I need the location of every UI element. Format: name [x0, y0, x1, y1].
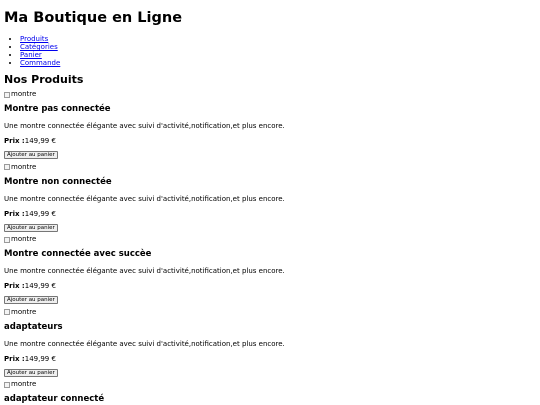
broken-image-icon	[4, 92, 10, 98]
product-image-alt: montre	[11, 307, 37, 316]
main-nav	[4, 35, 536, 67]
product-name: Montre connectée avec succèe	[4, 249, 152, 259]
product-card	[4, 90, 536, 163]
product-image	[4, 163, 536, 172]
nav-item-categories	[20, 43, 536, 51]
product-price	[4, 137, 56, 146]
product-name: Montre non connectée	[4, 176, 112, 187]
product-description: Une montre connectée élégante avec suivi d'activité,notification,et plus encore.	[4, 194, 285, 203]
product-price	[4, 210, 56, 219]
add-to-cart-button[interactable]: Ajouter au panier	[4, 296, 58, 304]
product-price	[4, 355, 56, 364]
product-list	[4, 90, 536, 405]
product-card	[4, 163, 536, 236]
product-card	[4, 380, 536, 405]
broken-image-icon	[4, 164, 10, 170]
product-description: Une montre connectée élégante avec suivi d'activité,notification,et plus encore.	[4, 122, 285, 130]
product-name: adaptateur connecté	[4, 394, 105, 404]
product-description: Une montre connectée élégante avec suivi d'activité,notification,et plus encore.	[4, 267, 285, 275]
product-image	[4, 90, 536, 99]
nav-item-commande	[20, 59, 536, 67]
product-name: adaptateurs	[4, 321, 63, 332]
price-label: Prix :	[4, 137, 25, 145]
product-image-alt: montre	[11, 90, 37, 98]
product-image-alt: montre	[11, 380, 37, 388]
nav-item-panier	[20, 51, 536, 59]
nav-link-produits[interactable]: Produits	[20, 35, 49, 43]
add-to-cart-button[interactable]: Ajouter au panier	[4, 369, 58, 377]
nav-item-produits	[20, 35, 536, 43]
broken-image-icon	[4, 237, 10, 243]
price-value: 149,99 €	[24, 282, 56, 290]
product-image-alt: montre	[11, 162, 37, 171]
product-image	[4, 308, 536, 317]
product-card	[4, 235, 536, 308]
nav-link-categories[interactable]: Catégories	[20, 43, 58, 51]
price-label: Prix :	[4, 282, 25, 290]
add-to-cart-button[interactable]: Ajouter au panier	[4, 151, 58, 159]
product-name: Montre pas connectée	[4, 104, 111, 114]
product-image	[4, 235, 536, 244]
section-title: Nos Produits	[4, 73, 84, 86]
broken-image-icon	[4, 309, 10, 315]
product-description: Une montre connectée élégante avec suivi d'activité,notification,et plus encore.	[4, 339, 285, 348]
price-label: Prix :	[4, 209, 25, 218]
nav-link-commande[interactable]: Commande	[20, 59, 61, 67]
nav-link-panier[interactable]: Panier	[20, 51, 42, 59]
price-value: 149,99 €	[24, 137, 56, 145]
price-value: 149,99 €	[24, 354, 56, 363]
product-price	[4, 282, 56, 291]
page-title: Ma Boutique en Ligne	[4, 10, 183, 26]
price-label: Prix :	[4, 354, 25, 363]
product-image	[4, 380, 536, 389]
broken-image-icon	[4, 382, 10, 388]
add-to-cart-button[interactable]: Ajouter au panier	[4, 224, 58, 232]
price-value: 149,99 €	[24, 209, 56, 218]
product-image-alt: montre	[11, 235, 37, 243]
product-card	[4, 308, 536, 381]
